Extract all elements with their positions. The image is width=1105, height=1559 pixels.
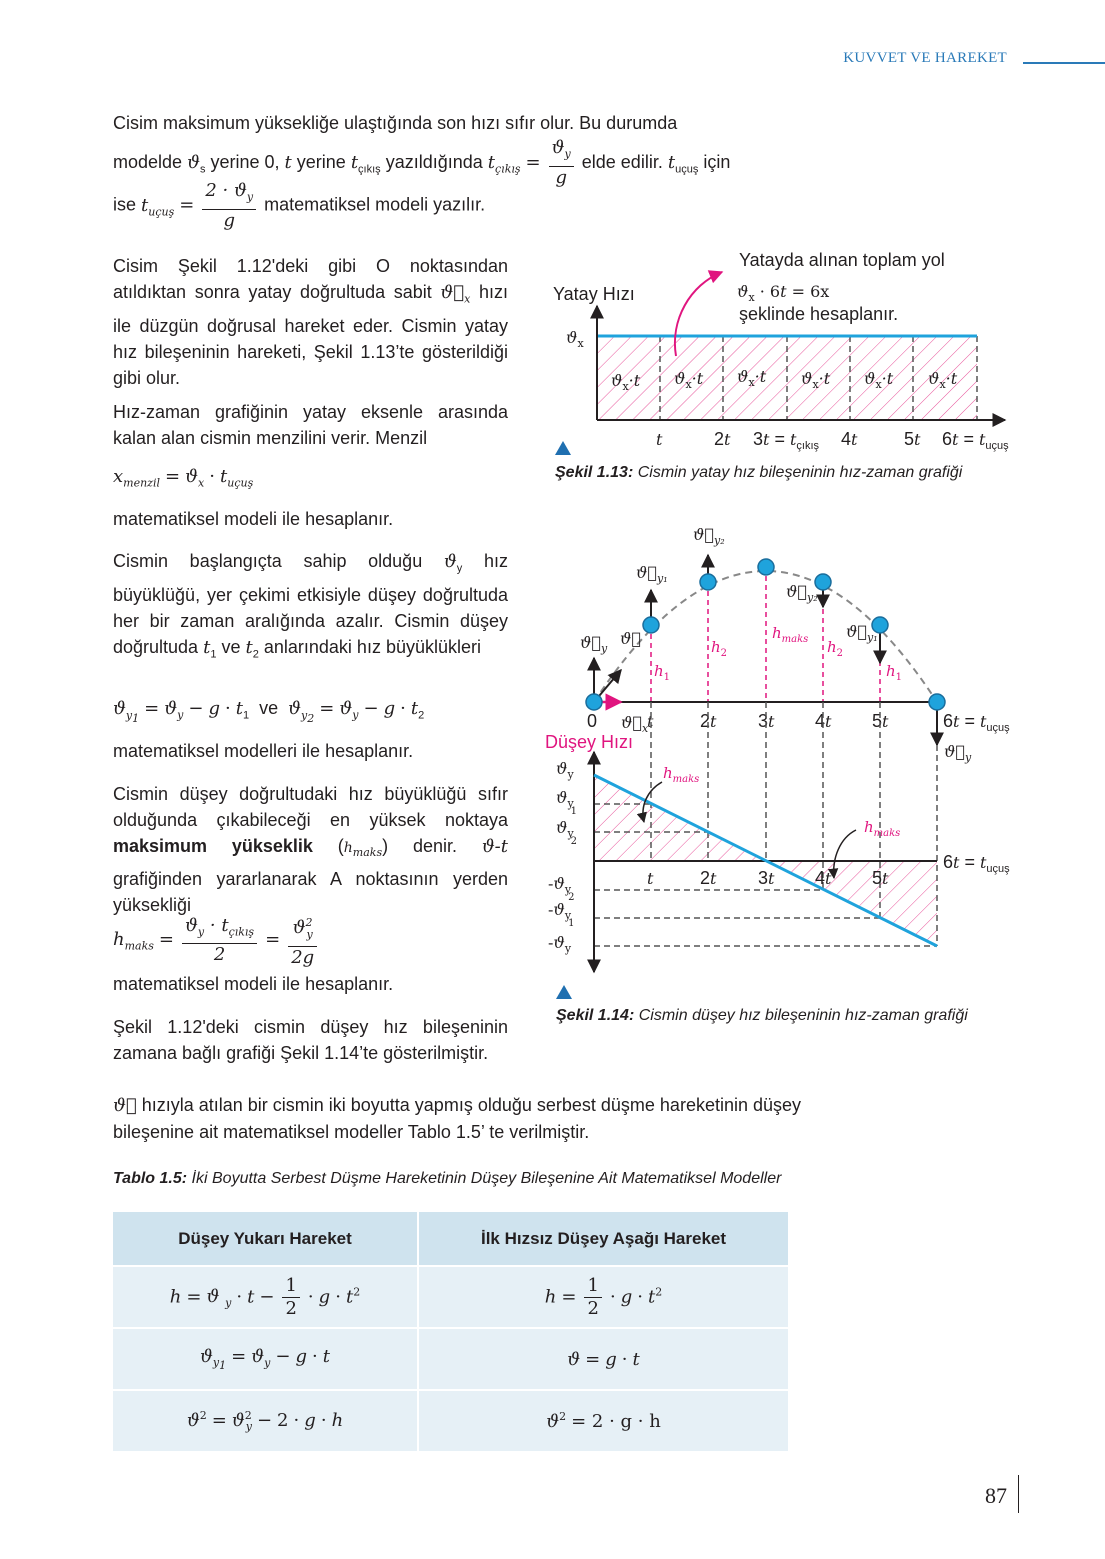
fig14-caption-label: Şekil 1.14: (556, 1007, 635, 1024)
fig14-caption-text: Cismin düşey hız bileşeninin hız-zaman grafiği (638, 1007, 968, 1024)
intro-text-2d: yazıldığında (385, 152, 483, 172)
table-row (113, 1328, 788, 1390)
intro-text-3a: ise (113, 194, 137, 215)
left-para-2-text: Hız-zaman grafiğinin yatay eksenle arasında kalan alan cismin menzilini verir. Menzil (113, 402, 508, 448)
running-header (745, 50, 1105, 76)
hmax-equation: $h_{maks}$ = $\frac{ϑ_y \cdot t_{çıkış}}{2}$ = $\frac{ϑ^2_y}{2g}$ (113, 912, 320, 969)
cell-upward-height: h = ϑ $_y$ · t − $\frac{1}{2}$ · $g \cdot t^2$ (113, 1266, 418, 1328)
svg-text:ϑy1: $ϑ_y$ 1 (556, 788, 578, 817)
cell-downward-timeless: $ϑ^2 = 2 \cdot g \cdot h$ (418, 1390, 788, 1451)
svg-text:5t: 5t (904, 429, 921, 449)
svg-text:hmaks: $h_{maks}$ (772, 624, 809, 645)
left-para-7 (113, 971, 508, 997)
fig13-caption-label: Şekil 1.13: (555, 464, 634, 481)
caption-marker-icon (555, 441, 571, 455)
left-para-1: Cisim Şekil 1.12'deki gibi O noktasından atıldıktan sonra yatay doğrultuda sabit $ϑ⃗_x$ hızı ile düzgün doğrusal hareket eder. Cismin yatay hız bileşeninin hareketi, Şekil 1.13’te gösterildiği gibi olur. (113, 256, 508, 388)
hmax-label-2: $h_{maks}$ (864, 818, 901, 839)
left-para-4d-text: anlarındaki hız büyüklükleri (263, 636, 481, 657)
vy-axis-labels (548, 759, 577, 955)
max-height-term: maksimum yükseklik (113, 836, 313, 856)
left-para-1-text: Cisim Şekil 1.12'deki gibi O noktasından atıldıktan sonra yatay doğrultuda sabit (113, 256, 508, 302)
left-para-5 (113, 738, 508, 764)
fig13-ylabel: Yatay Hızı (553, 284, 635, 304)
header-title: KUVVET VE HAREKET (843, 50, 1007, 66)
svg-text:ϑ⃗: ϑ⃗ (620, 629, 642, 648)
intro-text-3b: matematiksel modeli yazılır. (264, 194, 486, 215)
svg-text:ϑ⃗y₁: $ϑ⃗_{y_1}$ (636, 563, 668, 585)
trajectory-curve (594, 571, 937, 702)
cell-downward-velocity: ϑ = g · t (418, 1328, 788, 1390)
svg-text:h1: $h_1$ (886, 662, 903, 683)
caption-marker-icon-2 (556, 985, 572, 999)
left-para-5-text: matematiksel modelleri ile hesaplanır. (113, 741, 414, 761)
left-para-8-text: Şekil 1.12'deki cismin düşey hız bileşeninin zamana bağlı grafiği Şekil 1.14’te gösterilmiştir. (113, 1017, 508, 1063)
left-para-3 (113, 506, 508, 532)
svg-text:-ϑy: $-ϑ_y$ (548, 933, 572, 955)
left-para-4a-text: Cismin başlangıçta sahip olduğu (113, 551, 423, 571)
page-number: 87 (985, 1483, 1007, 1508)
col-header-upward: Düşey Yukarı Hareket (113, 1212, 418, 1266)
svg-text:-ϑy1: $-ϑ_y$ 1 (548, 900, 575, 929)
svg-text:6t = tuçuş: $6t = t_{uçuş}$ (943, 711, 1010, 734)
velocity-equations: $ϑ_{y_1} = ϑ_y - g \cdot t_1$ ve $ϑ_{y_2} = ϑ_y - g \cdot t_2$ (113, 698, 425, 725)
vx-axis-label: $ϑ_x$ (566, 328, 584, 350)
range-equation: $x_{menzil} = ϑ_x \cdot t_{uçuş}$ (113, 466, 254, 490)
svg-text:3t = tçıkış: $3t = t_{çıkış}$ (753, 429, 820, 452)
bottom-paragraph: ϑ⃗ hızıyla atılan bir cismin iki boyutta yapmış olduğu serbest düşme hareketinin düşey bileşenine ait matematiksel modeller Tablo 1.5’ te verilmiştir. (113, 1095, 802, 1142)
svg-text:2t: 2t (700, 711, 717, 731)
left-para-6b-text: denir. (412, 836, 457, 856)
table-row (113, 1266, 788, 1328)
svg-text:ϑ⃗y₂: $ϑ⃗_{y_2}$ (786, 582, 818, 604)
col-header-downward: İlk Hızsız Düşey Aşağı Hareket (418, 1212, 788, 1266)
left-para-4c-text: ve (221, 636, 241, 657)
figure-1-13 (540, 240, 1040, 460)
svg-text:-ϑy2: $-ϑ_y$ 2 (548, 874, 575, 903)
fig13-annot3: şeklinde hesaplanır. (739, 304, 899, 324)
cell-downward-height: h = $\frac{1}{2}$ · $g \cdot t^2$ (418, 1266, 788, 1328)
intro-text-2a: modelde (113, 152, 183, 172)
intro-text-1: Cisim maksimum yüksekliğe ulaştığında son hızı sıfır olur. Bu durumda (113, 113, 678, 133)
svg-text:5t: 5t (872, 868, 889, 888)
svg-text:ϑ⃗x: $ϑ⃗_x$ (621, 713, 649, 735)
header-rule (1023, 62, 1105, 64)
svg-text:t: t (647, 869, 654, 888)
svg-text:3t: 3t (758, 711, 775, 731)
left-para-3-text: matematiksel modeli ile hesaplanır. (113, 509, 394, 529)
time-ticks (656, 429, 1009, 452)
intro-text-2e: elde edilir. (581, 152, 663, 172)
table-caption-label: Tablo 1.5: (113, 1170, 188, 1187)
fig13-caption-text: Cismin yatay hız bileşeninin hız-zaman grafiği (637, 464, 963, 481)
svg-text:2t: 2t (714, 429, 731, 449)
svg-text:ϑx·t: $ϑ_x\cdot t$ (737, 367, 767, 389)
left-para-6c-text: grafiğinden yararlanarak A noktasının yerden yüksekliği (113, 868, 508, 915)
left-para-6: Cismin düşey doğrultudaki hız büyüklüğü sıfır olduğunda çıkabileceği en yüksek noktaya maksimum yükseklik $(h_{maks})$ denir. ϑ-t grafiğinden yararlanarak A noktasının yerden yüksekliği (113, 784, 508, 915)
page-number-rule (1018, 1475, 1019, 1513)
svg-text:5t: 5t (872, 711, 889, 731)
svg-text:ϑx·t: $ϑ_x\cdot t$ (864, 369, 894, 391)
svg-text:t: t (647, 712, 654, 731)
svg-text:ϑx·t: $ϑ_x\cdot t$ (611, 371, 641, 393)
svg-text:ϑy2: $ϑ_y$ 2 (556, 818, 578, 847)
svg-text:2t: 2t (700, 868, 717, 888)
svg-text:ϑ⃗y: $ϑ⃗_y$ (944, 742, 972, 764)
intro-line-2: modelde $ϑ_s$ yerine 0, t yerine $t_{çıkış}$ yazıldığında $t_{çıkış}$ = $\frac{ϑ_y}{g}$ elde edilir. $t_{uçuş}$ için (113, 137, 731, 189)
intro-text-2b: yerine 0, (210, 152, 280, 172)
left-para-7-text: matematiksel modeli ile hesaplanır. (113, 974, 394, 994)
svg-text:6t = tuçuş: $6t = t_{uçuş}$ (942, 429, 1009, 452)
hmax-label-1: $h_{maks}$ (663, 764, 700, 785)
svg-text:t: t (656, 430, 663, 449)
svg-text:h2: $h_2$ (711, 638, 728, 659)
fig13-annot2: $ϑ_x \cdot 6t = 6x$ (737, 282, 830, 304)
fig14-down-label: Düşey Hızı (545, 732, 634, 752)
svg-text:6t = tuçuş: $6t = t_{uçuş}$ (943, 852, 1010, 875)
figure-1-14 (540, 515, 1040, 985)
eq-ve-text: ve (259, 698, 279, 718)
svg-text:4t: 4t (815, 868, 832, 888)
cell-upward-timeless: $ϑ^2 = ϑ^2_y - 2 \cdot g \cdot h$ (113, 1390, 418, 1451)
intro-line-3: ise $t_{uçuş}$ = $\frac{2 \cdot ϑ_y}{g}$ matematiksel modeli yazılır. (113, 180, 486, 231)
left-para-6a-text: Cismin düşey doğrultudaki hız büyüklüğü sıfır olduğunda çıkabileceği en yüksek noktaya (113, 784, 508, 830)
svg-text:h1: $h_1$ (654, 662, 671, 683)
fig13-annot1: Yatayda alınan toplam yol (739, 250, 945, 270)
intro-text-2c: yerine (296, 152, 346, 172)
left-para-2 (113, 399, 508, 451)
velocity-labels (580, 525, 972, 764)
table-row (113, 1390, 788, 1451)
left-para-1b-text: hızı ile düzgün doğrusal hareket eder. Cismin yatay hız bileşeninin hareketi, Şekil 1.13’te gösterildiği gibi olur. (113, 282, 508, 388)
table-caption-text: İki Boyutta Serbest Düşme Hareketinin Düşey Bileşenine Ait Matematiksel Modeller (191, 1170, 782, 1187)
svg-text:h2: $h_2$ (827, 638, 844, 659)
svg-text:ϑx·t: $ϑ_x\cdot t$ (928, 369, 958, 391)
fig13-caption (555, 464, 962, 482)
formula-table (113, 1212, 788, 1451)
svg-text:ϑx·t: $ϑ_x\cdot t$ (801, 369, 831, 391)
cell-upward-velocity: $ϑ_{y_1} = ϑ_y - g \cdot t$ (113, 1328, 418, 1390)
svg-text:4t: 4t (815, 711, 832, 731)
intro-line-1 (113, 110, 788, 136)
svg-text:ϑ⃗y₂: $ϑ⃗_{y_2}$ (693, 525, 725, 547)
intro-text-2f: için (703, 152, 731, 172)
left-para-4: Cismin başlangıçta sahip olduğu $ϑ_y$ hız büyüklüğü, yer çekimi etkisiyle düşey doğrultuda her bir zaman aralığında azalır. Cismin düşey doğrultuda $t_1$ ve $t_2$ anlarındaki hız büyüklükleri (113, 551, 508, 661)
fig14-caption (556, 1007, 968, 1025)
table-caption (113, 1168, 803, 1189)
bottom-paragraph-text: hızıyla atılan bir cismin iki boyutta yapmış olduğu serbest düşme hareketinin düşey bileşenine ait matematiksel modeller Tablo 1.5’ te verilmiştir. (113, 1095, 802, 1142)
svg-text:ϑ⃗y: $ϑ⃗_y$ (580, 633, 608, 655)
left-para-4b-text: hız büyüklüğü, yer çekimi etkisiyle düşey doğrultuda her bir zaman aralığında azalır. Cismin düşey doğrultuda (113, 551, 508, 657)
svg-text:ϑ⃗y₁: $ϑ⃗_{y_1}$ (846, 622, 878, 644)
svg-text:ϑx·t: $ϑ_x\cdot t$ (674, 369, 704, 391)
svg-text:4t: 4t (841, 429, 858, 449)
svg-text:0: 0 (587, 711, 598, 731)
svg-text:ϑy: $ϑ_y$ (556, 759, 574, 781)
svg-text:3t: 3t (758, 868, 775, 888)
left-para-8 (113, 1014, 508, 1066)
